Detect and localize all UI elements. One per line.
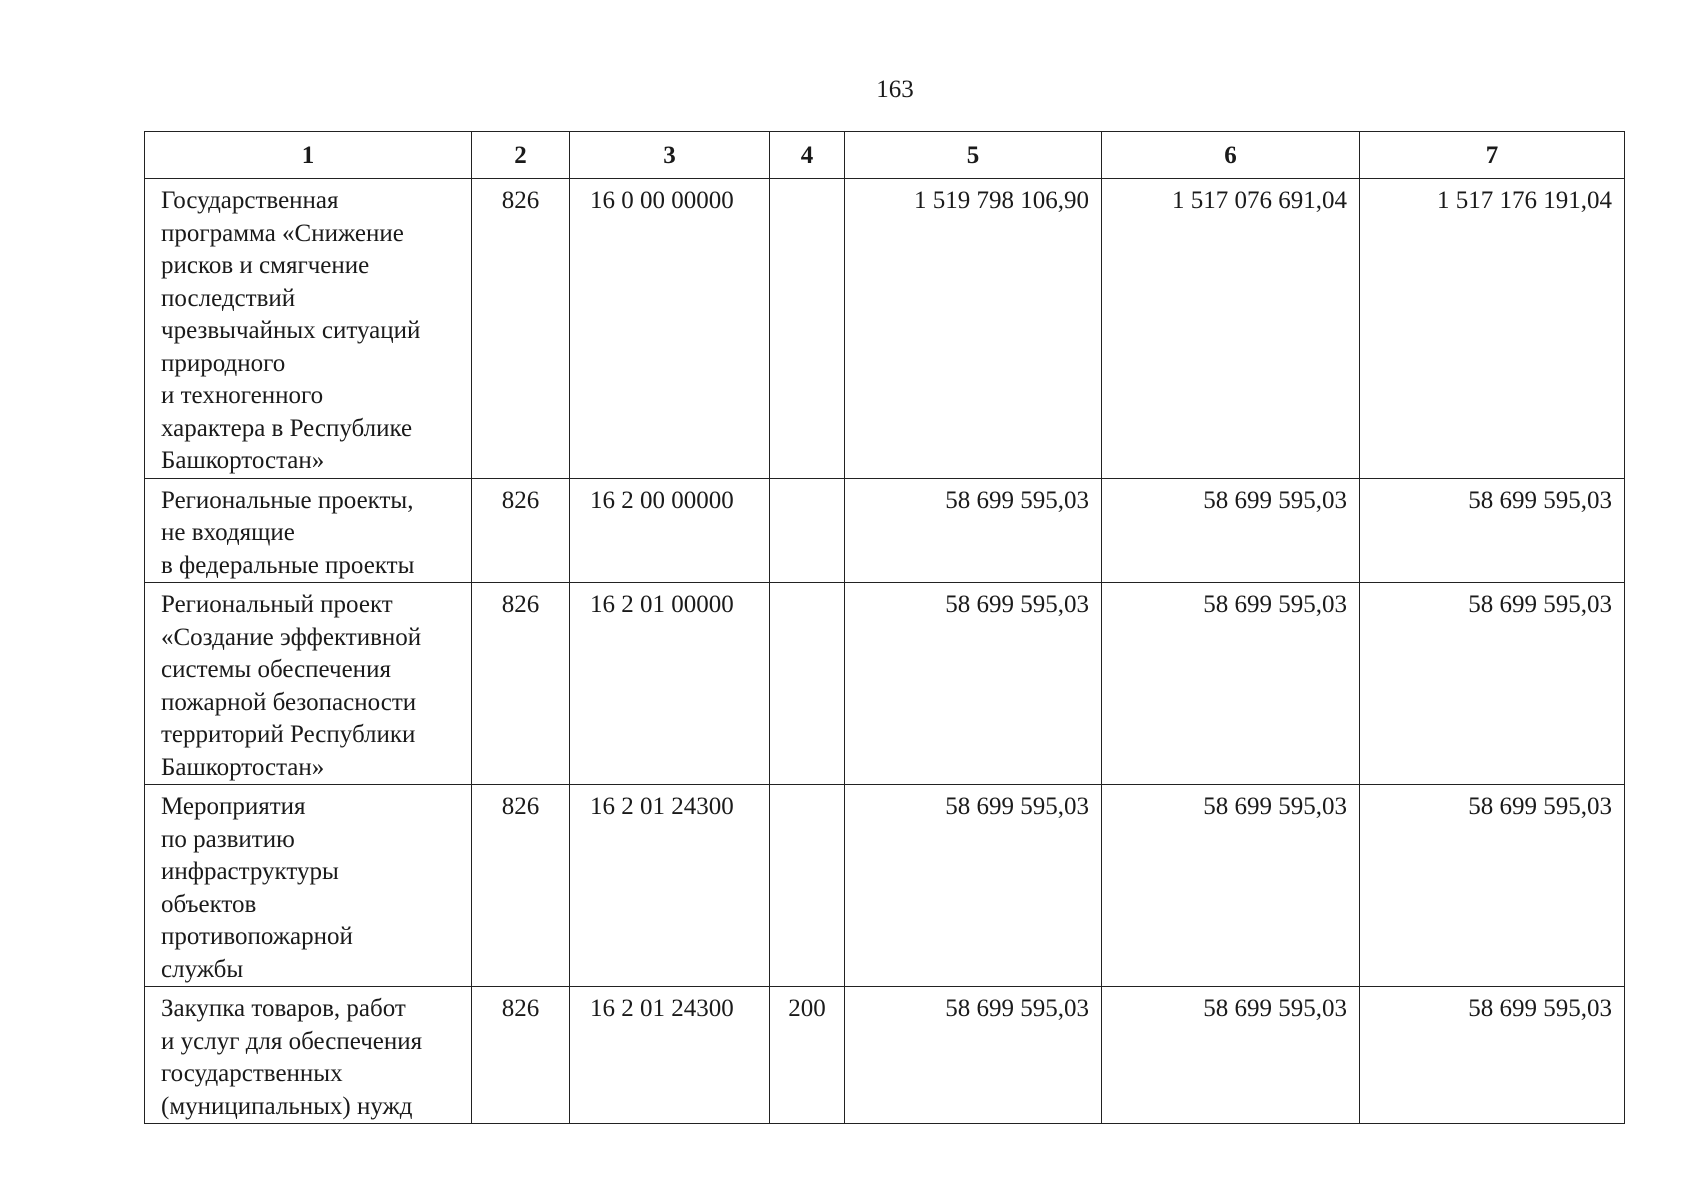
target-code-cell: 16 2 01 24300 xyxy=(570,785,770,987)
amount-col7-cell: 58 699 595,03 xyxy=(1360,583,1625,785)
expense-type-cell xyxy=(770,478,845,583)
row-name-line: характера в Республике xyxy=(161,414,413,442)
row-name-line: территорий Республики xyxy=(161,721,416,748)
amount-col5-cell: 58 699 595,03 xyxy=(845,583,1102,785)
target-code-cell: 16 0 00 00000 xyxy=(570,179,770,479)
amount-col5-cell: 58 699 595,03 xyxy=(845,785,1102,987)
row-name-cell xyxy=(145,785,472,987)
budget-table xyxy=(144,131,1625,1124)
amount-col7-cell: 1 517 176 191,04 xyxy=(1360,179,1625,479)
amount-col7-cell: 58 699 595,03 xyxy=(1360,987,1625,1124)
target-code-cell: 16 2 01 00000 xyxy=(570,583,770,785)
amount-col5-cell: 58 699 595,03 xyxy=(845,478,1102,583)
row-name-line: противопожарной xyxy=(161,923,353,950)
row-name-line: государственных xyxy=(161,1060,343,1087)
amount-col5-cell: 1 519 798 106,90 xyxy=(845,179,1102,479)
row-name-line: службы xyxy=(161,955,244,983)
row-name-line: Башкортостан» xyxy=(161,447,325,474)
row-name-line: Башкортостан» xyxy=(161,753,325,781)
page-number: 163 xyxy=(876,76,914,103)
amount-col7-cell: 58 699 595,03 xyxy=(1360,478,1625,583)
row-name-cell xyxy=(145,987,472,1124)
row-name-line: не входящие xyxy=(161,519,295,546)
row-name-line: Мероприятия xyxy=(161,793,306,820)
table-row xyxy=(145,583,1625,785)
amount-col5-cell: 58 699 595,03 xyxy=(845,987,1102,1124)
column-header-2: 2 xyxy=(472,132,570,179)
amount-col7-cell: 58 699 595,03 xyxy=(1360,785,1625,987)
row-name-line: объектов xyxy=(161,890,257,918)
table-row xyxy=(145,987,1625,1124)
row-name-line: рисков и смягчение xyxy=(161,252,370,279)
ministry-code-cell: 826 xyxy=(472,987,570,1124)
target-code-cell: 16 2 01 24300 xyxy=(570,987,770,1124)
row-name-line: инфраструктуры xyxy=(161,858,339,885)
table-row xyxy=(145,179,1625,479)
expense-type-cell: 200 xyxy=(770,987,845,1124)
row-name-cell xyxy=(145,179,472,479)
ministry-code-cell: 826 xyxy=(472,785,570,987)
row-name-line: системы обеспечения xyxy=(161,656,391,683)
column-header-4: 4 xyxy=(770,132,845,179)
column-header-1: 1 xyxy=(145,132,472,179)
ministry-code-cell: 826 xyxy=(472,179,570,479)
row-name-line: (муниципальных) нужд xyxy=(161,1092,413,1120)
amount-col6-cell: 1 517 076 691,04 xyxy=(1102,179,1360,479)
table-row xyxy=(145,785,1625,987)
row-name-line: Государственная xyxy=(161,187,339,214)
row-name-line: пожарной безопасности xyxy=(161,688,417,716)
row-name-line: «Создание эффективной xyxy=(161,623,422,651)
amount-col6-cell: 58 699 595,03 xyxy=(1102,583,1360,785)
row-name-cell xyxy=(145,478,472,583)
row-name-line: Региональные проекты, xyxy=(161,486,414,514)
amount-col6-cell: 58 699 595,03 xyxy=(1102,785,1360,987)
row-name-line: Закупка товаров, работ xyxy=(161,995,406,1022)
expense-type-cell xyxy=(770,583,845,785)
column-header-3: 3 xyxy=(570,132,770,179)
row-name-line: последствий xyxy=(161,284,296,312)
amount-col6-cell: 58 699 595,03 xyxy=(1102,987,1360,1124)
row-name-line: программа «Снижение xyxy=(161,219,404,247)
row-name-line: в федеральные проекты xyxy=(161,551,415,579)
target-code-cell: 16 2 00 00000 xyxy=(570,478,770,583)
row-name-line: по развитию xyxy=(161,825,295,853)
ministry-code-cell: 826 xyxy=(472,583,570,785)
row-name-line: и техногенного xyxy=(161,382,324,409)
row-name-cell xyxy=(145,583,472,785)
column-header-6: 6 xyxy=(1102,132,1360,179)
amount-col6-cell: 58 699 595,03 xyxy=(1102,478,1360,583)
row-name-line: и услуг для обеспечения xyxy=(161,1027,423,1055)
table-header-row xyxy=(145,132,1625,179)
table-row xyxy=(145,478,1625,583)
column-header-7: 7 xyxy=(1360,132,1625,179)
row-name-line: природного xyxy=(161,349,286,377)
column-header-5: 5 xyxy=(845,132,1102,179)
expense-type-cell xyxy=(770,785,845,987)
ministry-code-cell: 826 xyxy=(472,478,570,583)
row-name-line: чрезвычайных ситуаций xyxy=(161,317,421,344)
row-name-line: Региональный проект xyxy=(161,591,393,618)
expense-type-cell xyxy=(770,179,845,479)
